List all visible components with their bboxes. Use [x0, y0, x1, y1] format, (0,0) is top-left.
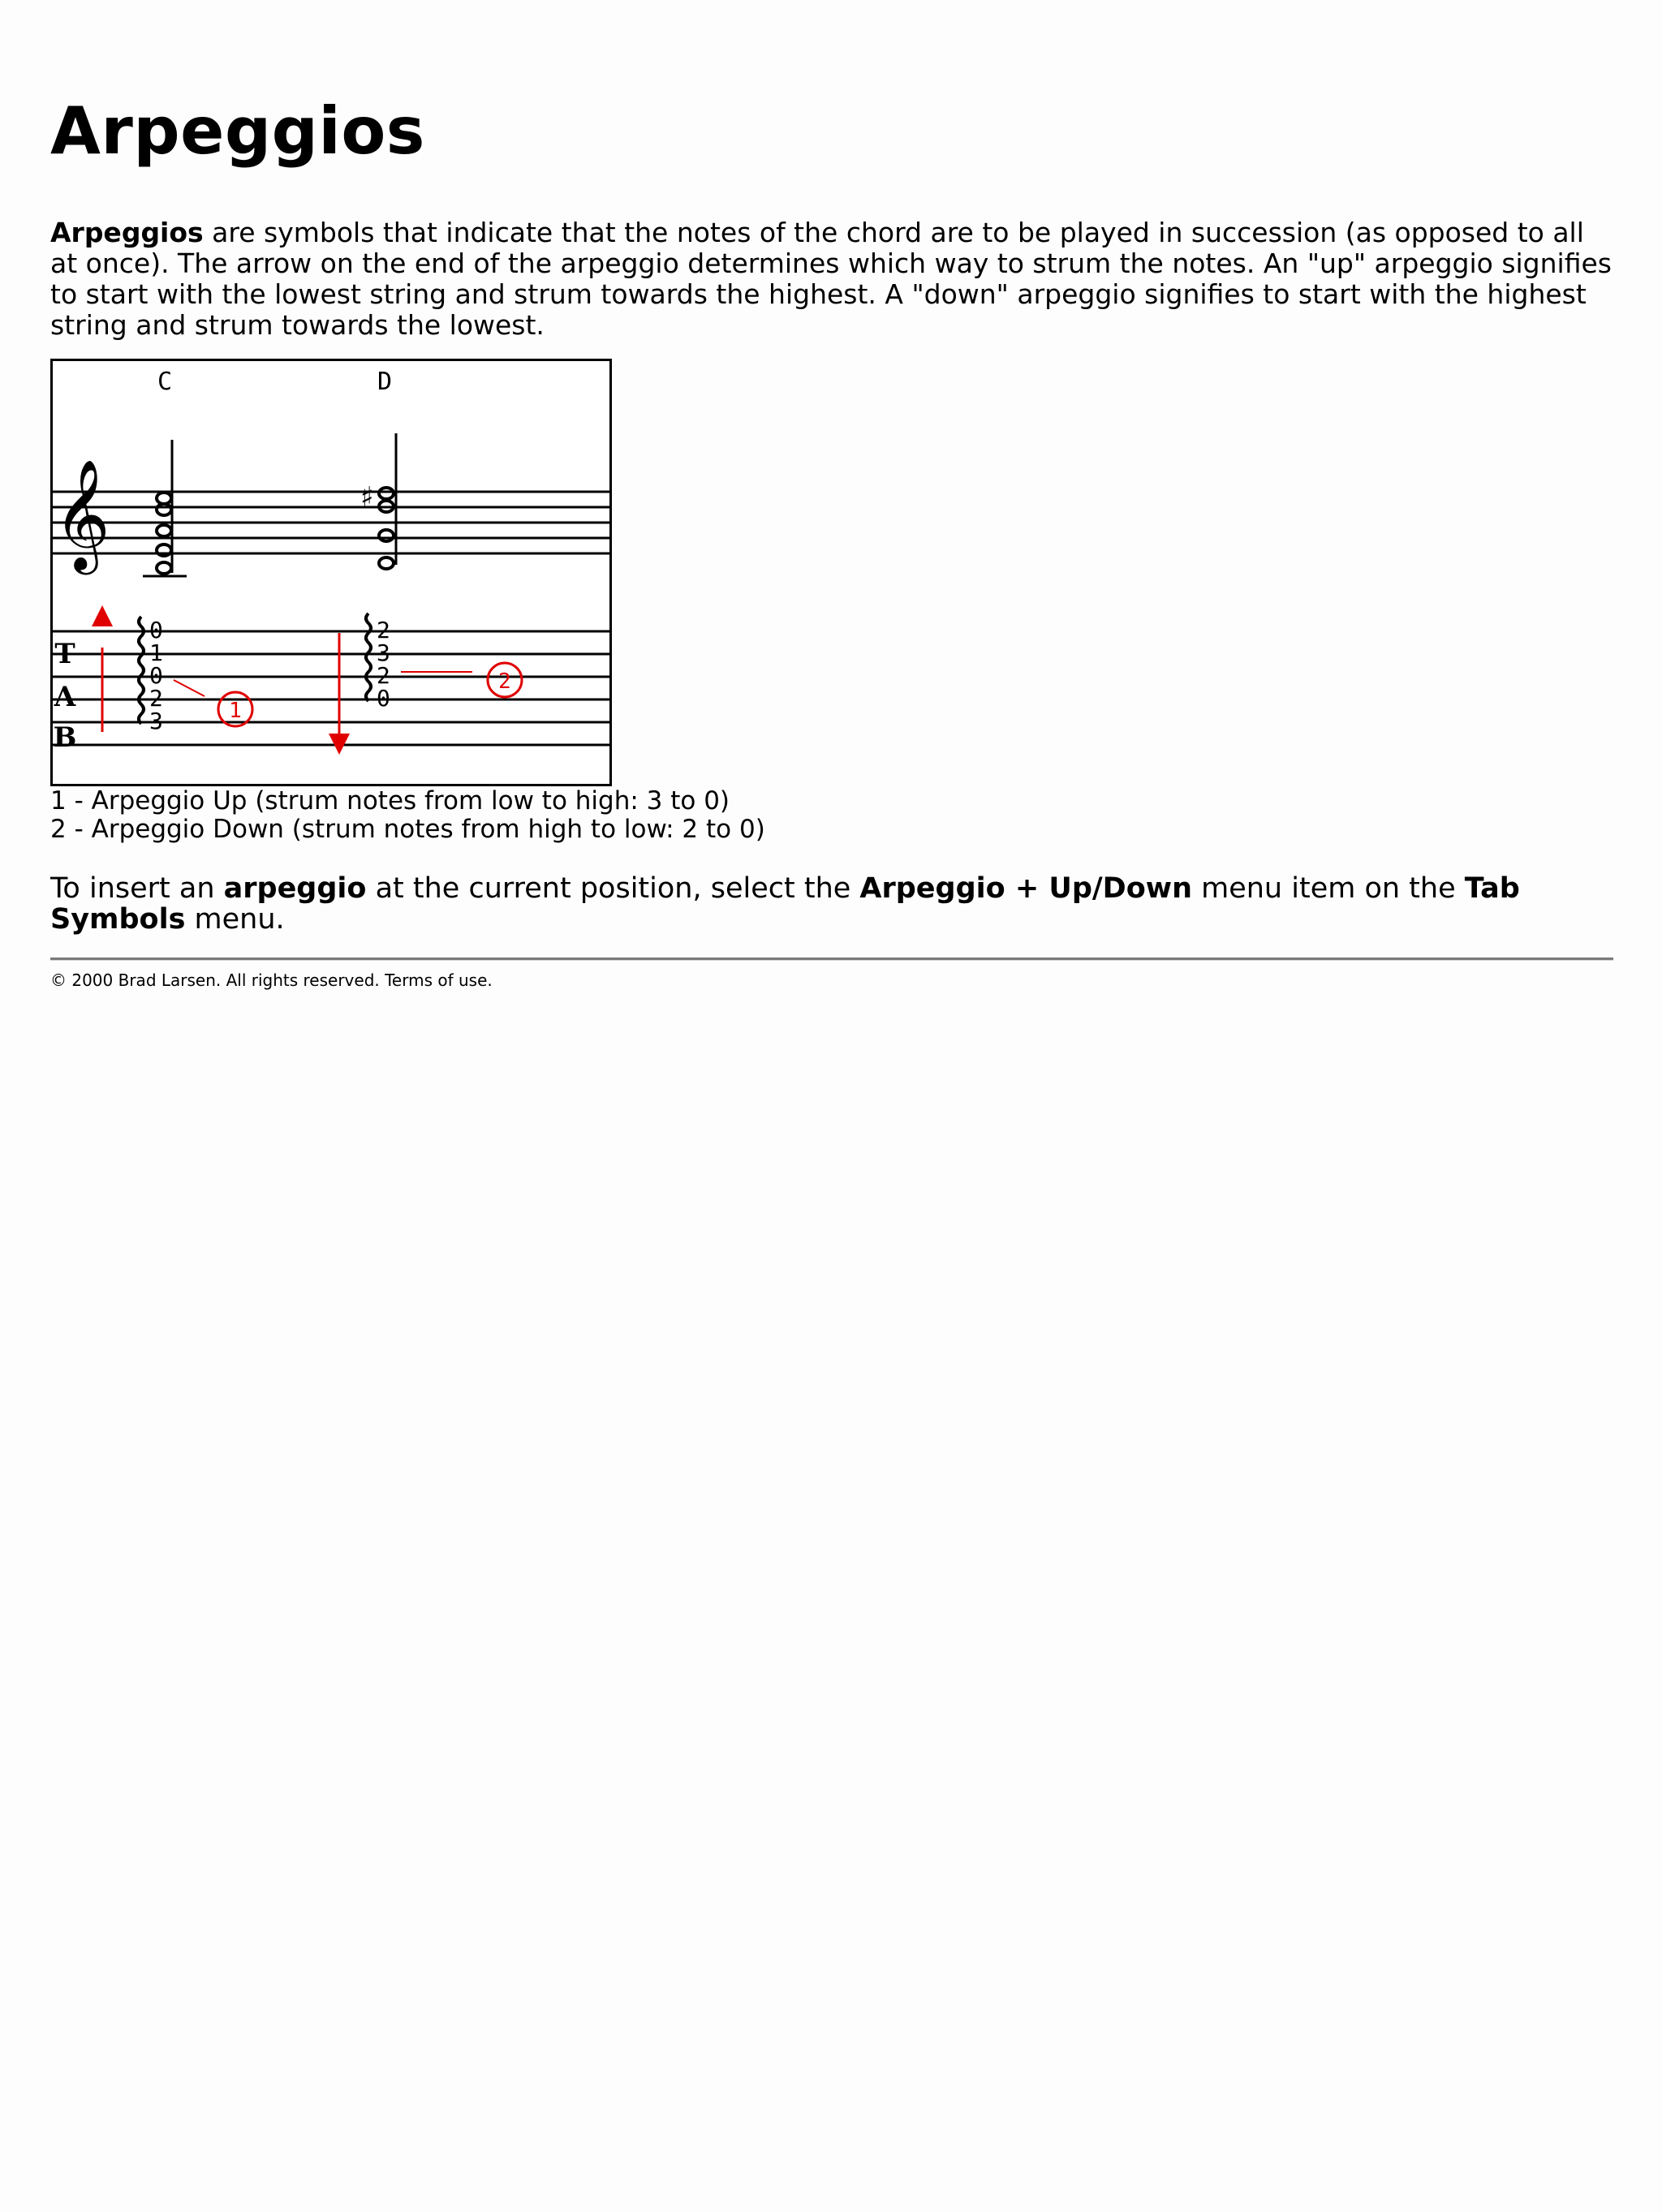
svg-text:2: 2 — [498, 669, 511, 694]
svg-text:2: 2 — [149, 685, 163, 712]
svg-text:3: 3 — [377, 639, 390, 666]
legend-item-down: 2 - Arpeggio Down (strum notes from high to low: 2 to 0) — [50, 815, 765, 844]
tab-letter-a: A — [54, 681, 76, 713]
svg-text:0: 0 — [149, 617, 163, 643]
svg-text:0: 0 — [377, 685, 390, 712]
figure-legend — [50, 787, 765, 844]
svg-text:3: 3 — [149, 708, 163, 734]
arpeggio-figure — [50, 359, 612, 787]
chord-name-d: D — [377, 368, 393, 396]
instructions-term: arpeggio — [223, 872, 367, 905]
svg-text:2: 2 — [377, 662, 390, 689]
svg-text:2: 2 — [377, 617, 390, 643]
treble-clef-icon: 𝄞 — [54, 458, 110, 570]
svg-text:1: 1 — [229, 699, 242, 723]
footer-divider — [50, 958, 1613, 961]
instructions-paragraph: To insert an arpeggio at the current position, select the Arpeggio + Up/Down menu item on the Tab Symbols menu. — [50, 872, 1520, 936]
chord-name-c: C — [157, 368, 173, 396]
chord-c-frets — [149, 617, 163, 734]
intro-term: Arpeggios — [50, 217, 204, 248]
sharp-icon: ♯ — [360, 481, 374, 514]
svg-text:0: 0 — [149, 662, 163, 689]
tab-letter-t: T — [54, 638, 75, 670]
chord-d-frets — [377, 617, 390, 712]
page-title: Arpeggios — [50, 93, 425, 169]
menu-name: Tab Symbols — [50, 872, 1520, 936]
svg-text:1: 1 — [149, 639, 163, 666]
arpeggio-diagram — [50, 359, 612, 787]
menu-item-name: Arpeggio + Up/Down — [859, 872, 1192, 905]
legend-item-up: 1 - Arpeggio Up (strum notes from low to high: 3 to 0) — [50, 786, 730, 816]
intro-paragraph — [50, 217, 1613, 341]
intro-text: are symbols that indicate that the notes of the chord are to be played in succession (as opposed to all at once). The arrow on the end of the arpeggio determines which way to strum the notes. An "up" arpeggio signifies to start with the lowest string and strum towards the highest. A "down" arpeggio signifies to start with the highest string and strum towards the lowest. — [50, 217, 1612, 341]
footer-copyright: © 2000 Brad Larsen. All rights reserved. Terms of use. — [50, 970, 493, 990]
tab-letter-b: B — [53, 721, 77, 754]
